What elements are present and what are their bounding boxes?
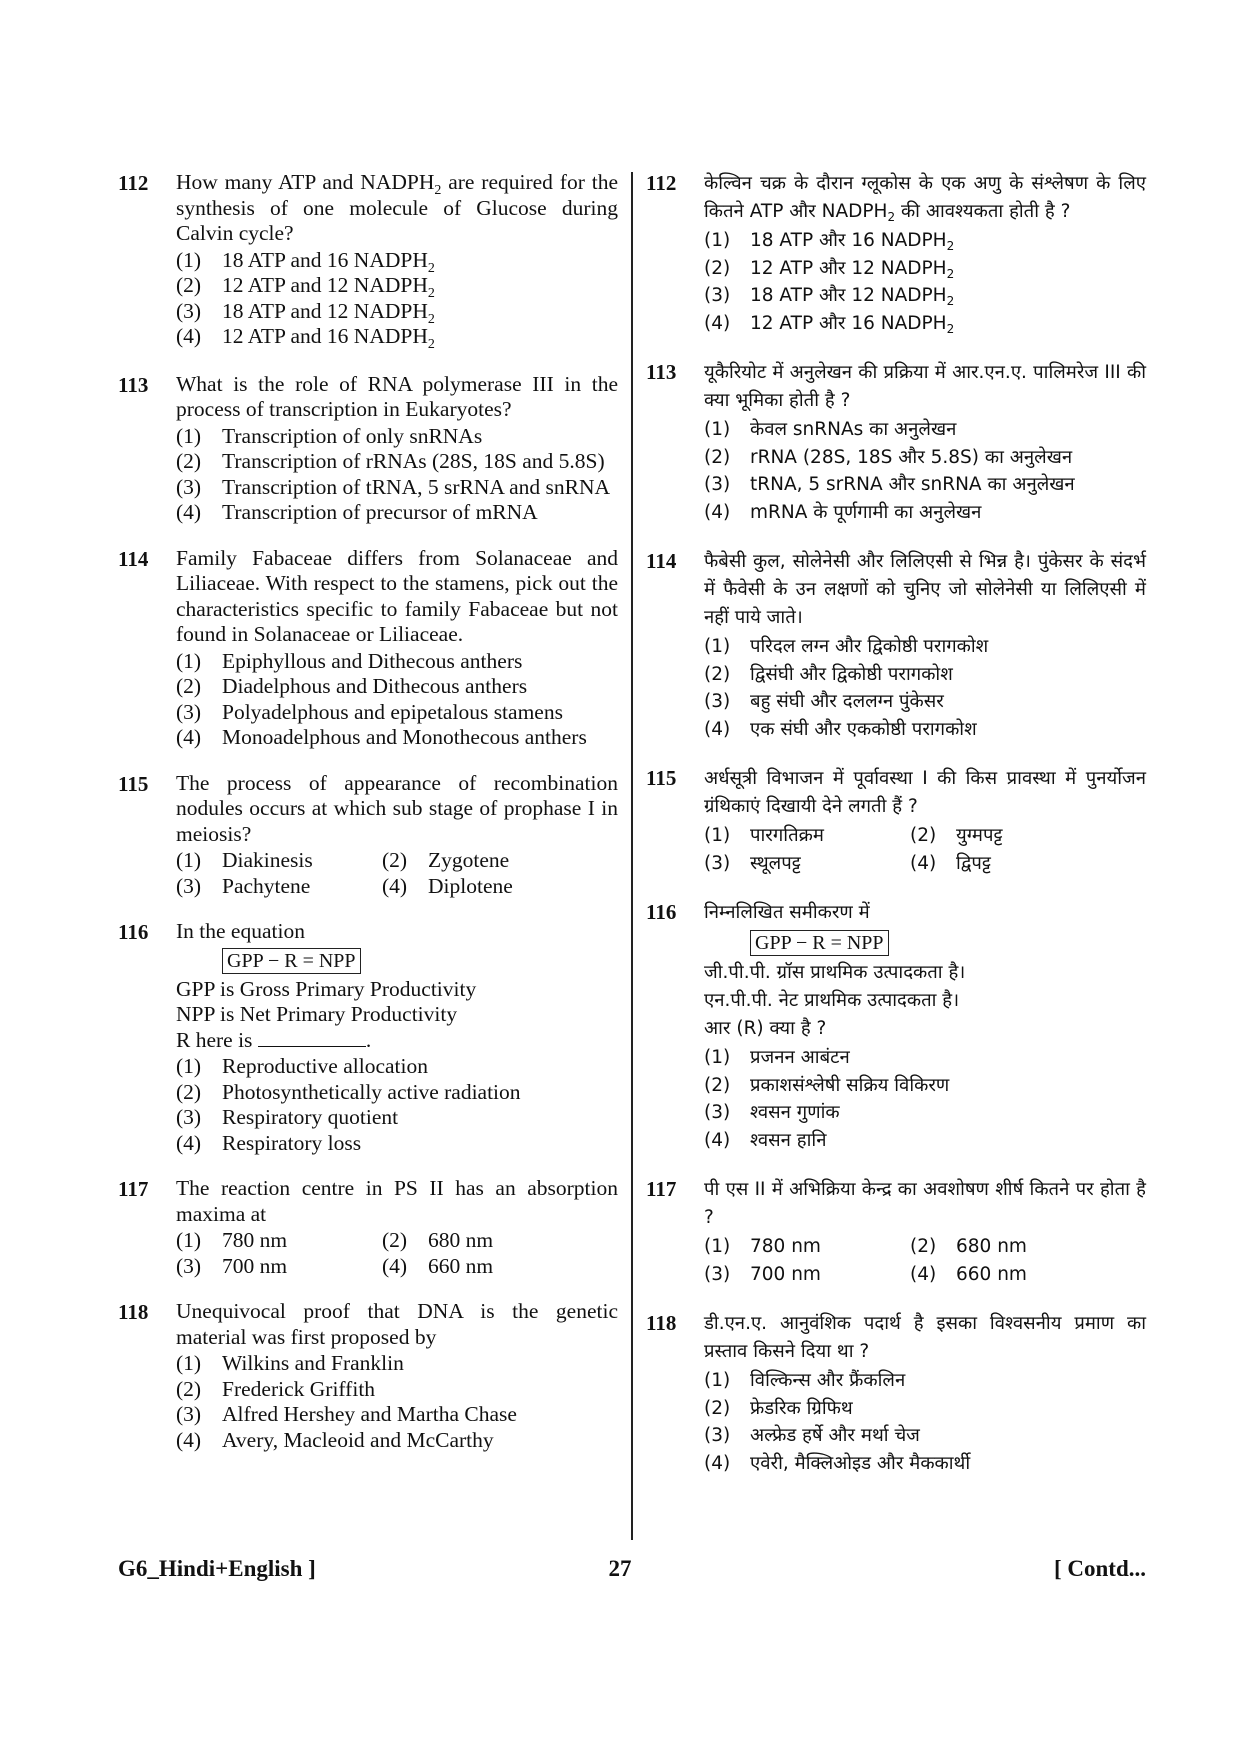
question-number: 112 — [118, 171, 149, 195]
question-number: 116 — [646, 900, 677, 924]
question-number: 113 — [118, 372, 149, 397]
question-text: The reaction centre in PS II has an absorption maxima at — [176, 1176, 618, 1226]
question-117 — [118, 1176, 618, 1279]
question-text: डी.एन.ए. आनुवंशिक पदार्थ है इसका विश्वसनीय प्रमाण का प्रस्ताव किसने दिया था ? — [704, 1313, 1146, 1362]
option: (1) Transcription of only snRNAs — [176, 423, 483, 448]
option: (3) Pachytene — [176, 873, 311, 898]
question-112 — [646, 170, 1146, 337]
option: (4) एक संघी और एककोष्ठी परागकोश — [704, 718, 977, 740]
option: (2) प्रकाशसंश्लेषी सक्रिय विकिरण — [704, 1074, 950, 1096]
equation-box: GPP − R = NPP — [750, 930, 889, 956]
definition-line: GPP is Gross Primary Productivity — [176, 976, 477, 1001]
question-number: 114 — [118, 546, 149, 571]
option: (1) 18 ATP and 16 $NADPH_2$ — [176, 247, 435, 276]
question-text: The process of appearance of recombination nodules occurs at which sub stage of prophase I in meiosis? — [176, 770, 618, 846]
option: (4) 12 ATP और 16 $NADPH_2$ — [704, 312, 955, 336]
option: (4) Diplotene — [382, 873, 513, 898]
english-column — [118, 170, 618, 1453]
footer-booklet-code: G6_Hindi+English ] — [118, 1556, 316, 1581]
question-118 — [646, 1310, 1146, 1477]
option: (1) 18 ATP और 16 $NADPH_2$ — [704, 230, 955, 254]
option: (2) 680 nm — [382, 1228, 494, 1252]
definition-line: आर (R) क्या है ? — [704, 1018, 827, 1039]
option: (3) 700 nm — [704, 1263, 821, 1285]
option: (3) Polyadelphous and epipetalous stamens — [176, 699, 563, 724]
option: (2) Zygotene — [382, 848, 510, 872]
hindi-column — [646, 170, 1146, 1477]
definition-line: जी.पी.पी. ग्रॉस प्राथमिक उत्पादकता है। — [704, 962, 966, 983]
option: (4) Respiratory loss — [176, 1130, 362, 1155]
question-112 — [118, 170, 618, 350]
question-text: Family Fabaceae differs from Solanaceae and Liliaceae. With respect to the stamens, pick out the characteristics specific to family Fabaceae but not found in Solanaceae or Liliaceae. — [176, 545, 618, 646]
blank-line: R here is . — [176, 1027, 372, 1052]
question-number: 115 — [118, 771, 149, 796]
option: (4) 12 ATP and 16 $NADPH_2$ — [176, 324, 435, 352]
question-number: 117 — [118, 1177, 149, 1201]
question-114 — [646, 548, 1146, 743]
fill-blank — [258, 1030, 366, 1047]
option: (3) 18 ATP और 12 $NADPH_2$ — [704, 285, 955, 309]
question-text: पी एस II में अभिक्रिया केन्द्र का अवशोषण शीर्ष कितने पर होता है ? — [704, 1179, 1146, 1228]
option: (1) 780 nm — [704, 1236, 821, 1257]
option: (4) एवेरी, मैक्लिओइड और मैककार्थी — [704, 1452, 971, 1474]
question-116 — [118, 919, 618, 1156]
equation-box: GPP − R = NPP — [222, 948, 361, 974]
option: (2) 12 ATP and 12 $NADPH_2$ — [176, 273, 435, 301]
question-text: In the equation — [176, 919, 305, 943]
question-118 — [118, 1299, 618, 1453]
option: (1) पारगतिक्रम — [704, 825, 824, 846]
option: (3) Transcription of tRNA, 5 srRNA and snRNA — [176, 474, 611, 499]
question-text: फैबेसी कुल, सोलेनेसी और लिलिएसी से भिन्न है। पुंकेसर के संदर्भ में फैवेसी के उन लक्षणों को चुनिए जो सोलेनेसी या लिलिएसी में नहीं पाये जाते। — [704, 551, 1146, 628]
question-text: यूकैरियोट में अनुलेखन की प्रक्रिया में आर.एन.ए. पालिमरेज III की क्या भूमिका होती है ? — [704, 362, 1146, 411]
option: (2) फ्रेडरिक ग्रिफिथ — [704, 1397, 853, 1419]
question-number: 113 — [646, 360, 677, 384]
option: (4) 660 nm — [382, 1253, 494, 1278]
question-number: 117 — [646, 1177, 677, 1201]
option: (3) 18 ATP and 12 $NADPH_2$ — [176, 298, 435, 327]
definition-line: एन.पी.पी. नेट प्राथमिक उत्पादकता है। — [704, 990, 960, 1011]
option: (2) द्विसंघी और द्विकोष्ठी परागकोश — [704, 663, 953, 685]
question-number: 118 — [646, 1311, 677, 1335]
footer-contd: [ Contd... — [1053, 1556, 1146, 1581]
option: (4) Avery, Macleoid and McCarthy — [176, 1427, 494, 1452]
question-116 — [646, 899, 1146, 1154]
option: (1) 780 nm — [176, 1228, 288, 1252]
option: (1) विल्किन्स और फ्रैंकलिन — [704, 1370, 906, 1391]
option: (2) Photosynthetically active radiation — [176, 1079, 521, 1104]
option: (1) Reproductive allocation — [176, 1054, 428, 1078]
question-114 — [118, 546, 618, 751]
question-text: Unequivocal proof that DNA is the genetic material was first proposed by — [176, 1299, 618, 1349]
option: (4) Monoadelphous and Monothecous anthers — [176, 725, 587, 749]
option: (3) 700 nm — [176, 1253, 288, 1278]
option: (2) Transcription of rRNAs (28S, 18S and 5.8S) — [176, 449, 605, 473]
option: (1) परिदल लग्न और द्विकोष्ठी परागकोश — [704, 636, 989, 657]
question-115 — [646, 765, 1146, 877]
option: (4) द्विपट्ट — [910, 852, 991, 874]
option: (3) बहु संघी और दललग्न पुंकेसर — [704, 691, 944, 712]
option: (3) श्वसन गुणांक — [704, 1102, 840, 1123]
option: (2) 12 ATP और 12 $NADPH_2$ — [704, 257, 955, 281]
question-number: 112 — [646, 171, 677, 195]
question-number: 114 — [646, 549, 677, 573]
question-113 — [118, 372, 618, 526]
option: (4) 660 nm — [910, 1263, 1027, 1285]
option: (2) Frederick Griffith — [176, 1376, 376, 1401]
option: (3) tRNA, 5 srRNA और snRNA का अनुलेखन — [704, 474, 1075, 495]
question-117 — [646, 1176, 1146, 1288]
question-text: निम्नलिखित समीकरण में — [704, 902, 870, 923]
question-115 — [118, 771, 618, 900]
option: (2) rRNA (28S, 18S और 5.8S) का अनुलेखन — [704, 446, 1073, 468]
question-text: अर्धसूत्री विभाजन में पूर्वावस्था I की किस प्रावस्था में पुनर्योजन ग्रंथिकाएं दिखायी देने लगती हैं ? — [704, 768, 1146, 817]
option: (3) अल्फ्रेड हर्षे और मर्था चेज — [704, 1425, 920, 1446]
option: (4) श्वसन हानि — [704, 1129, 827, 1151]
question-text: How many ATP and $NADPH_2$ are required for the synthesis of one molecule of Glucose during Calvin cycle? — [176, 170, 618, 245]
definition-line: NPP is Net Primary Productivity — [176, 1002, 458, 1026]
option: (3) Alfred Hershey and Martha Chase — [176, 1402, 517, 1426]
option: (3) स्थूलपट्ट — [704, 852, 801, 874]
option: (2) Diadelphous and Dithecous anthers — [176, 674, 528, 698]
footer-page-number: 27 — [608, 1556, 632, 1581]
question-number: 118 — [118, 1300, 149, 1324]
option: (3) Respiratory quotient — [176, 1105, 399, 1129]
question-113 — [646, 359, 1146, 526]
question-number: 116 — [118, 920, 149, 944]
option: (2) युग्मपट्ट — [910, 825, 1003, 846]
question-number: 115 — [646, 766, 677, 790]
column-divider — [631, 172, 633, 1540]
option: (1) Diakinesis — [176, 848, 313, 872]
option: (1) प्रजनन आबंटन — [704, 1047, 850, 1068]
option: (1) Epiphyllous and Dithecous anthers — [176, 648, 523, 673]
question-text: केल्विन चक्र के दौरान ग्लूकोस के एक अणु के संश्लेषण के लिए कितने ATP और $NADPH_2$ की आवश्यकता होती है ? — [704, 173, 1146, 225]
option: (1) Wilkins and Franklin — [176, 1351, 404, 1375]
option: (4) Transcription of precursor of mRNA — [176, 500, 538, 524]
option: (2) 680 nm — [910, 1236, 1027, 1257]
option: (1) केवल snRNAs का अनुलेखन — [704, 419, 957, 440]
question-text: What is the role of RNA polymerase III in the process of transcription in Eukaryotes? — [176, 371, 618, 421]
option: (4) mRNA के पूर्णगामी का अनुलेखन — [704, 501, 982, 523]
